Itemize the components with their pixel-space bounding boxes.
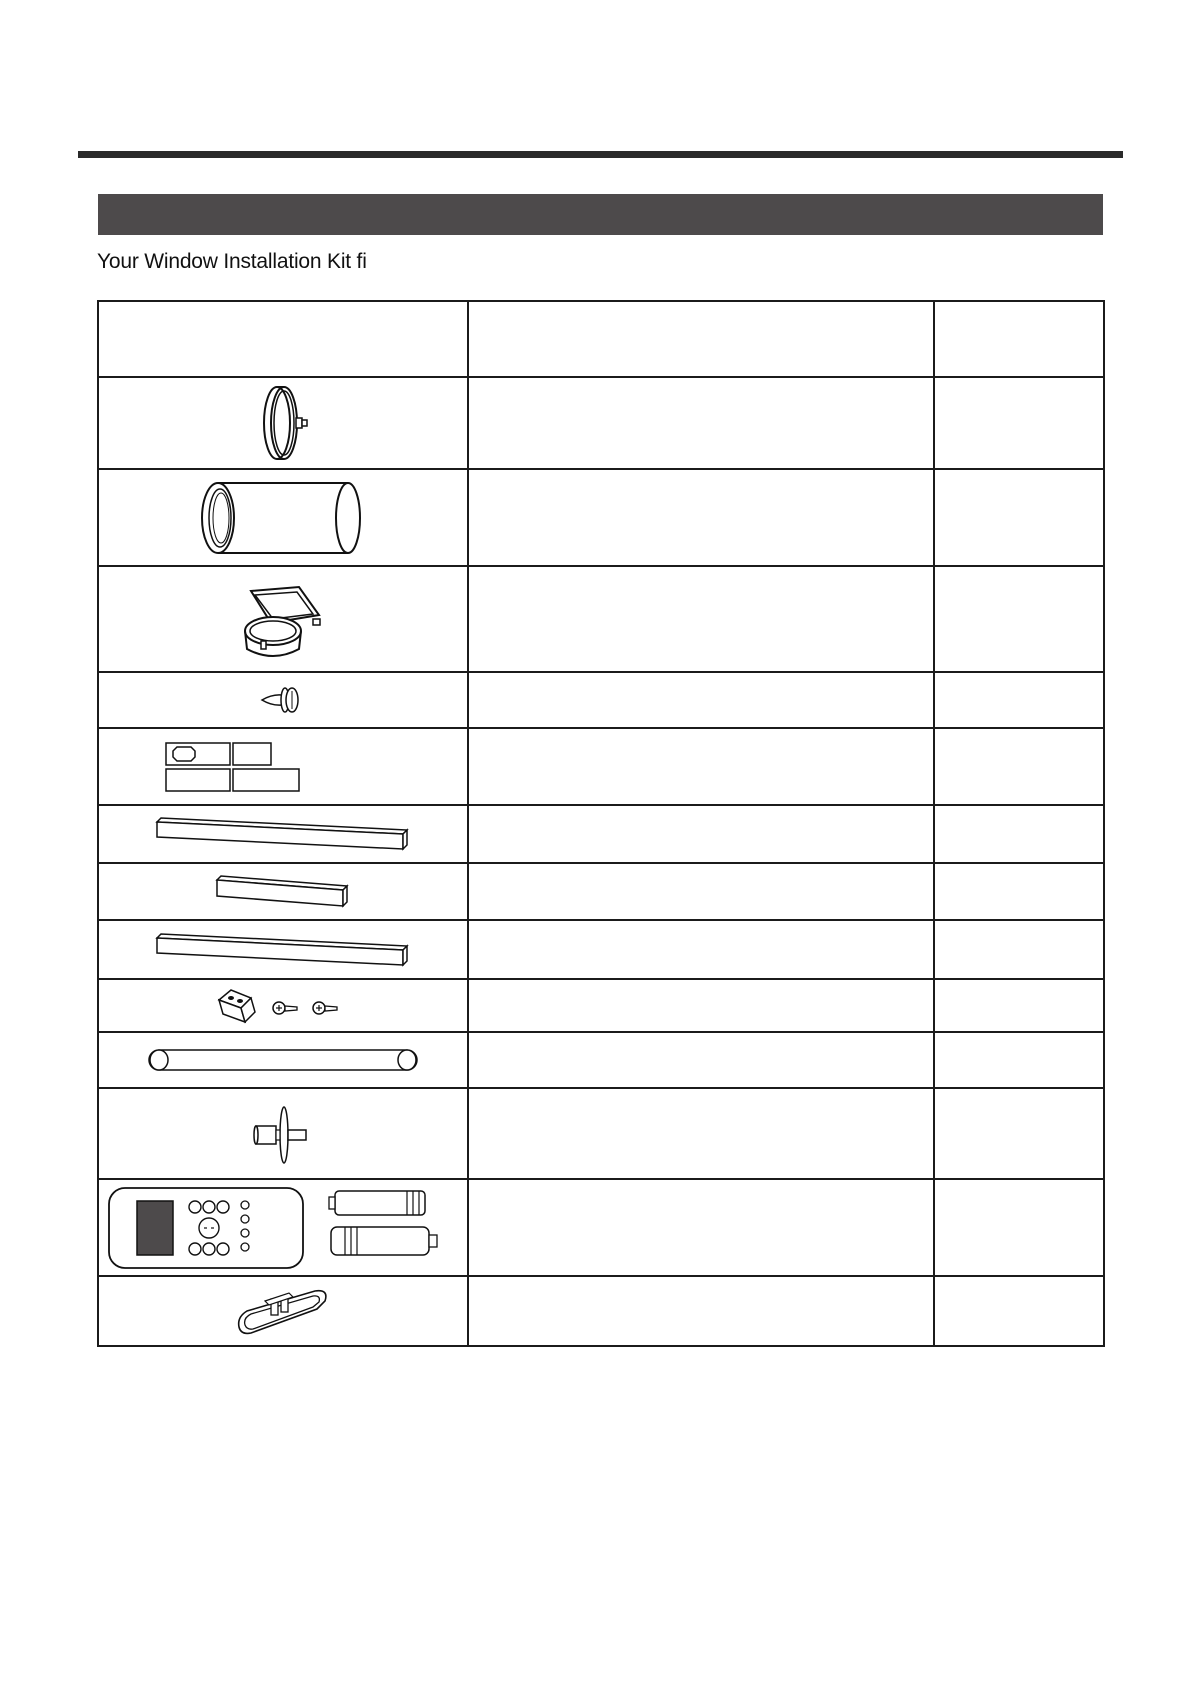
row-description [468,920,934,979]
table-row [98,672,1104,728]
row-description [468,469,934,566]
section-heading-bar [98,194,1103,235]
row-quantity [934,979,1104,1032]
long-window-panel-icon [155,932,411,968]
row-quantity [934,672,1104,728]
row-description [468,377,934,469]
remote-holder-clip-icon [233,1287,333,1335]
intro-text: Your Window Installation Kit fi [97,250,367,273]
short-window-panel-icon [215,874,351,910]
table-row [98,1276,1104,1346]
row-quantity [934,728,1104,805]
row-description [468,1088,934,1179]
row-quantity [934,469,1104,566]
long-window-panel-icon [155,816,411,852]
header-quantity [934,301,1104,377]
table-row [98,469,1104,566]
table-row [98,728,1104,805]
row-description [468,672,934,728]
row-description [468,1276,934,1346]
drain-connector-icon [252,1102,314,1166]
row-quantity [934,1032,1104,1088]
bracket-and-screws-icon [215,986,351,1026]
row-quantity [934,1179,1104,1276]
security-bar-icon [143,1046,423,1074]
table-row [98,566,1104,672]
table-row [98,863,1104,920]
remote-control-and-batteries-icon [107,1183,459,1273]
header-description [468,301,934,377]
table-row [98,805,1104,863]
row-quantity [934,1088,1104,1179]
foam-seal-strips-icon [165,741,303,793]
table-row [98,1032,1104,1088]
window-slider-adapter-icon [233,579,333,659]
table-row [98,1088,1104,1179]
table-row [98,1179,1104,1276]
row-quantity [934,920,1104,979]
table-header-row [98,301,1104,377]
row-quantity [934,863,1104,920]
table-row [98,377,1104,469]
plastic-rivet-icon [258,683,308,717]
row-description [468,728,934,805]
row-description [468,805,934,863]
row-quantity [934,1276,1104,1346]
row-quantity [934,566,1104,672]
row-quantity [934,377,1104,469]
row-description [468,863,934,920]
row-description [468,566,934,672]
hose-adapter-ring-icon [253,381,313,465]
top-rule [78,151,1123,158]
row-description [468,1032,934,1088]
row-description [468,979,934,1032]
row-quantity [934,805,1104,863]
table-row [98,920,1104,979]
row-description [468,1179,934,1276]
header-part [98,301,468,377]
exhaust-hose-icon [198,478,368,558]
parts-table [97,300,1105,1347]
table-row [98,979,1104,1032]
